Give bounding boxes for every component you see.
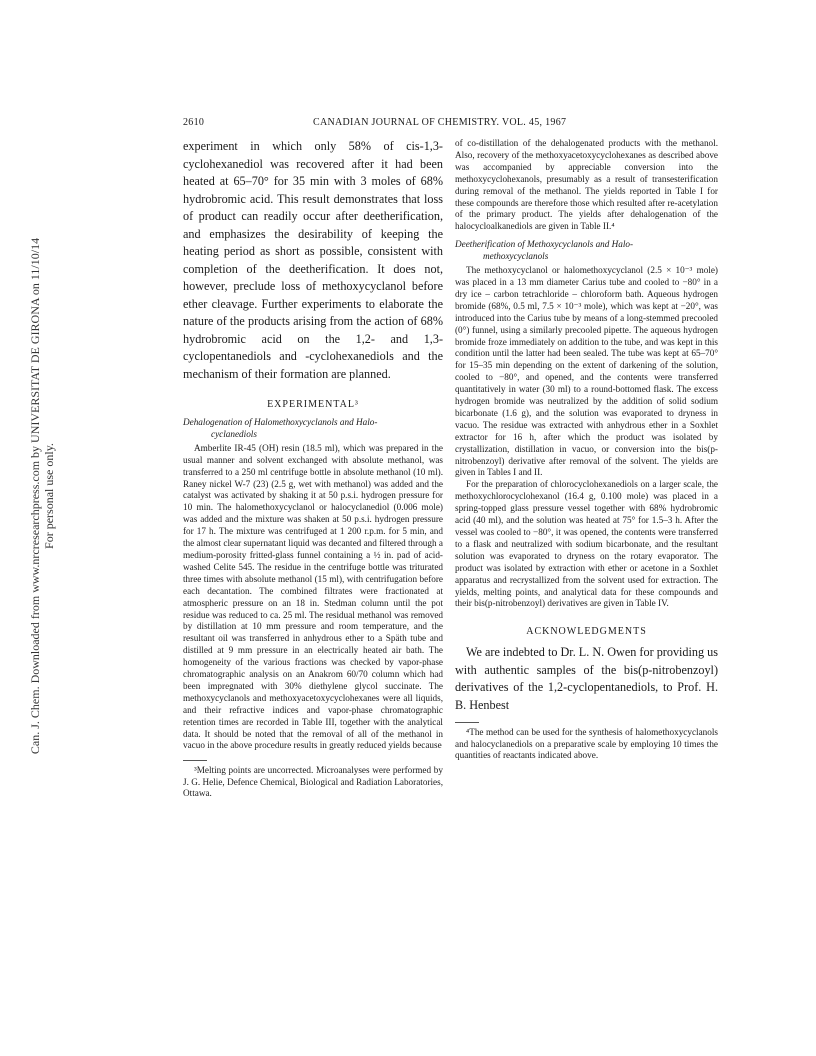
- subheading-line-1: Dehalogenation of Halomethoxycyclanols and Halo-: [183, 417, 378, 427]
- right-column: [455, 138, 718, 762]
- dehalogenation-paragraph: Amberlite IR-45 (OH) resin (18.5 ml), which was prepared in the usual manner and solvent exchanged with absolute methanol, was transferred to a 250 ml centrifuge bottle in absolute methanol (10 ml). Raney nickel W-7 (23) (2.5 g, wet with methanol) was added and the catalyst was activated by shaking it at 50 p.s.i. hydrogen pressure for 10 min. The halomethoxycyclanol or halocyclanediol (0.006 mole) was added and the mixture was shaken at 50 p.s.i. hydrogen pressure for 17 h. The mixture was centrifuged at 1 200 r.p.m. for 5 min, and the almost clear supernatant liquid was decanted and filtered through a medium-porosity fritted-glass funnel containing a ½ in. pad of acid-washed Celite 545. The residue in the centrifuge bottle was triturated three times with absolute methanol (15 ml), with centrifugation before each decantation. The combined filtrates were fractionated at atmospheric pressure on an 18 in. Stedman column until the pot residue was reduced to ca. 25 ml. The residual methanol was removed by distillation at 10 mm pressure and room temperature, and the resultant oil was transferred in anhydrous ether to a Späth tube and distilled at 9 mm pressure in an electrically heated air bath. The homogeneity of the various fractions was checked by vapor-phase chromatographic analysis on an Anakrom 60/70 column which had been impregnated with 30% diethylene glycol succinate. The methoxycyclanols and methoxyacetoxycyclohexanes were all liquids, and their refractive indices and vapor-phase chromatographic retention times are recorded in Table III, together with the analytical data. It should be noted that the removal of all of the methanol in vacuo in the above procedure results in greatly reduced yields because: [183, 442, 443, 751]
- footnote-4: ⁴The method can be used for the synthesis of halomethoxycyclanols and halocyclanediols on a preparative scale by employing 10 times the quantities of reactants indicated above.: [455, 727, 718, 761]
- watermark-line-2: For personal use only.: [42, 443, 56, 549]
- acknowledgments-paragraph: We are indebted to Dr. L. N. Owen for providing us with authentic samples of the bis(p-nitrobenzoyl) derivatives of the 1,2-cyclopentanediols, to Prof. H. B. Henbest: [455, 645, 718, 712]
- dehalogenation-subheading: [183, 417, 443, 441]
- subheading-line-2: cyclanediols: [211, 428, 257, 439]
- intro-paragraph: experiment in which only 58% of cis-1,3-cyclohexanediol was recovered after it had been heated at 65–70° for 35 min with 3 moles of 68% hydrobromic acid. This result demonstrates that loss of product can readily occur after deetherification, and emphasizes the desirability of keeping the heating period as short as possible, consistent with completion of the deetherification. It does not, however, preclude loss of methoxycyclanol before ether cleavage. Further experiments to elaborate the nature of the products arising from the action of 68% hydrobromic acid on the 1,2- and 1,3-cyclopentanediols and -cyclohexanediols and the mechanism of their formation are planned.: [183, 139, 443, 381]
- subheading-2-line-1: Deetherification of Methoxycyclanols and Halo-: [455, 239, 634, 250]
- footnote-rule: [183, 760, 207, 761]
- subheading-2-line-2: methoxycyclanols: [483, 251, 549, 262]
- preparation-paragraph: For the preparation of chlorocyclohexanediols on a larger scale, the methoxychlorocyclohexanol (16.4 g, 0.100 mole) was placed in a spring-topped glass pressure vessel together with 68% hydrobromic acid (40 ml), and the solution was heated at 75° for 1.5–3 h. After the vessel was cooled to −80°, it was opened, the contents were transferred to a flask and neutralized with sodium bicarbonate, and the resultant solution was evaporated to dryness on the rotary evaporator. The product was isolated by extraction with ether or acetone in a Soxhlet apparatus and recrystallized from the solvent used for extraction. The yields, melting points, and analytical data for these compounds and their bis(p-nitrobenzoyl) derivatives are given in Table IV.: [455, 479, 718, 609]
- experimental-heading: EXPERIMENTAL³: [267, 399, 359, 410]
- page-header: [183, 117, 719, 131]
- download-watermark: [28, 96, 56, 896]
- footnote-3: ³Melting points are uncorrected. Microanalyses were performed by J. G. Helie, Defence Chemical, Biological and Radiation Laboratories, Ottawa.: [183, 765, 443, 799]
- left-column: [183, 138, 443, 800]
- deetherification-paragraph: The methoxycyclanol or halomethoxycyclanol (2.5 × 10⁻³ mole) was placed in a 13 mm diameter Carius tube and cooled to −80° in a dry ice – carbon tetrachloride – chloroform bath. Aqueous hydrogen bromide (68%, 0.5 ml, 7.5 × 10⁻³ mole), which was kept at −20°, was introduced into the Carius tube by means of a long-stemmed precooled (0°) funnel, using a similarly precooled pipette. The aqueous hydrogen bromide froze immediately on addition to the tube, and was kept in this condition until the latter had been sealed. The tube was kept at 65–70° for 15–35 min depending on the extent of darkening of the solution, cooled to −80°, and opened, and the contents were transferred quantitatively in water (30 ml) to a round-bottomed flask. The excess hydrogen bromide was neutralized by the addition of solid sodium bicarbonate (1.6 g), and the solution was evaporated to dryness in vacuo. The residue was extracted with anhydrous ether in a Soxhlet extractor for 16 h, after which the product was isolated by crystallization, distillation in vacuo, or conversion into the bis(p-nitrobenzoyl) derivative after removal of the solvent. The yields are given in Tables I and II.: [455, 265, 718, 478]
- deetherification-subheading: [455, 239, 718, 263]
- acknowledgments-heading: ACKNOWLEDGMENTS: [526, 626, 647, 638]
- watermark-line-1: Can. J. Chem. Downloaded from www.nrcresearchpress.com by UNIVERSITAT DE GIRONA on 11/10/14: [28, 237, 42, 755]
- page-number: 2610: [183, 117, 205, 128]
- running-title: CANADIAN JOURNAL OF CHEMISTRY. VOL. 45, 1967: [313, 117, 567, 128]
- continued-paragraph: of co-distillation of the dehalogenated products with the methanol. Also, recovery of the methoxyacetoxycyclohexanes as described above was accompanied by appreciable conversion into the methoxycyclohexanols, presumably as a result of transesterification during removal of the methanol. The yields reported in Table I for these compounds are therefore those which resulted after re-acetylation of the primary product. The yields after dehalogenation of the halocycloalkanediols are given in Table II.⁴: [455, 138, 718, 232]
- footnote-rule-right: [455, 722, 479, 723]
